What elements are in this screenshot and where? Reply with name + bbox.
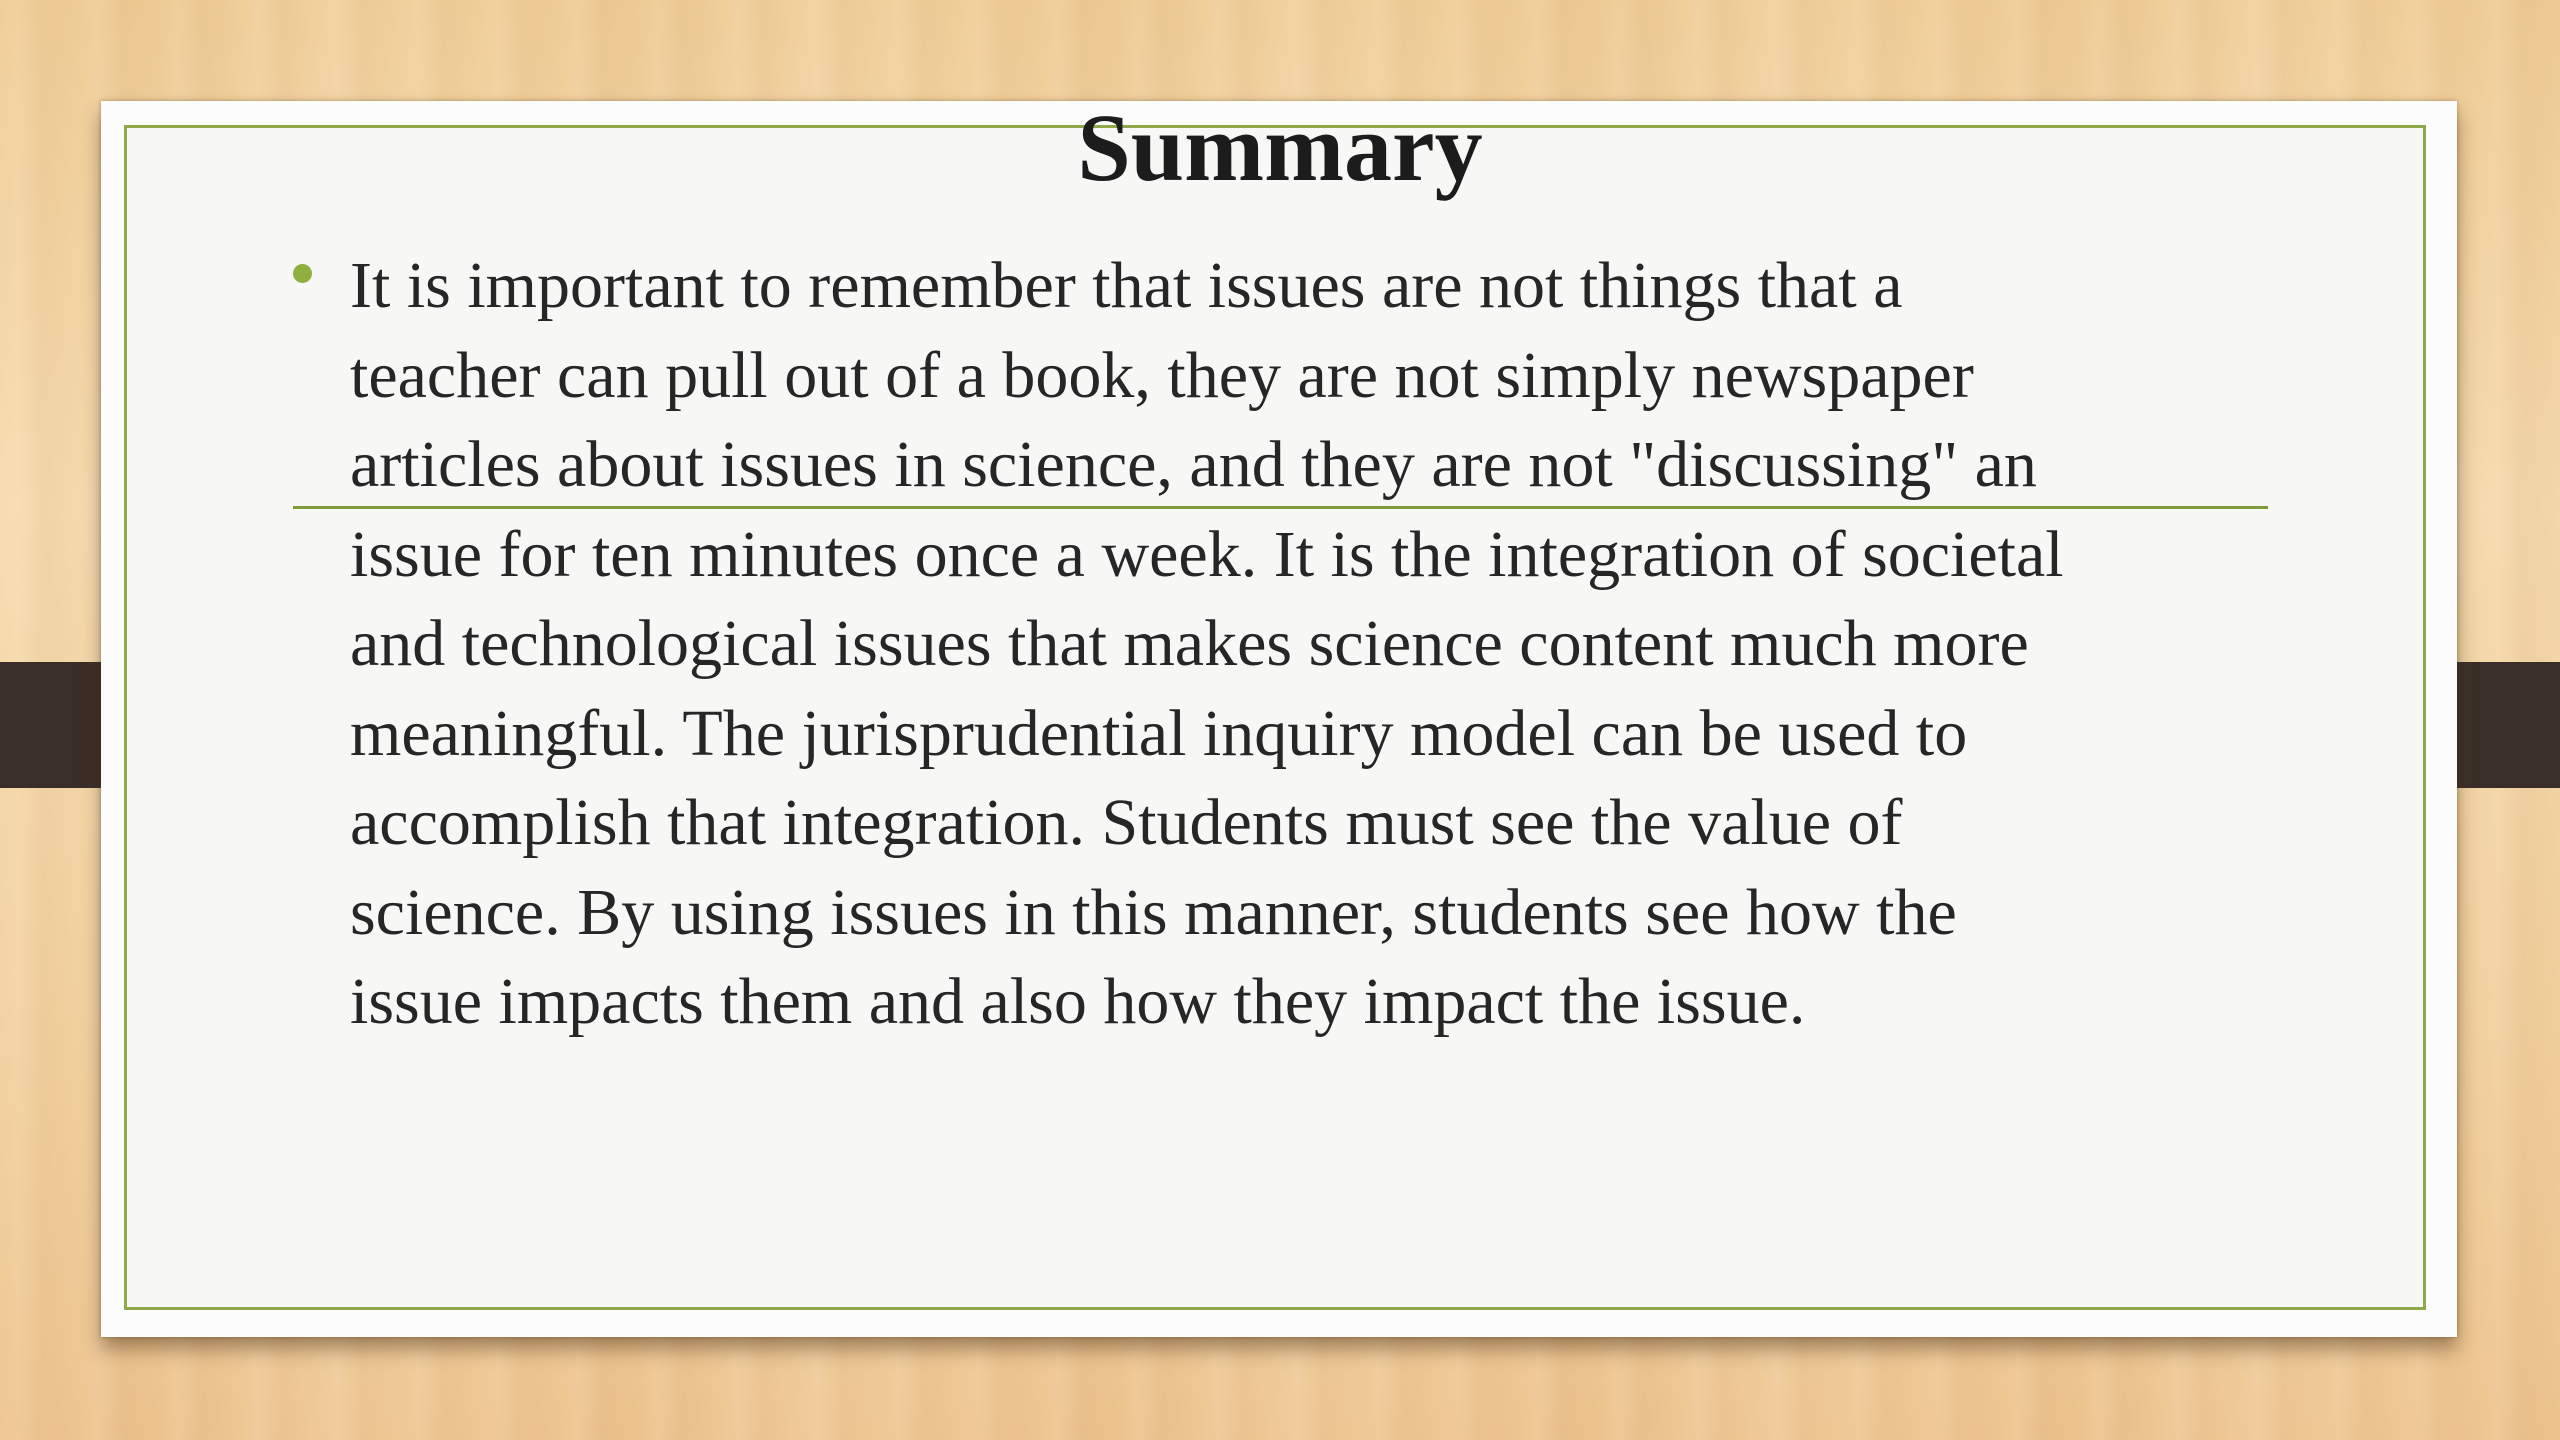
paragraph-line: accomplish that integration. Students must see the value of: [350, 786, 1903, 859]
paragraph-line: issue impacts them and also how they impact the issue.: [350, 965, 1806, 1038]
paragraph-line: meaningful. The jurisprudential inquiry model can be used to: [350, 696, 1968, 770]
slide-title: Summary: [1077, 94, 1483, 201]
paragraph-line: It is important to remember that issues are not things that a: [350, 249, 1903, 322]
paragraph-line: and technological issues that makes science content much more: [350, 607, 2029, 680]
paragraph-line: science. By using issues in this manner, students see how the: [350, 875, 1957, 949]
paragraph-line: articles about issues in science, and they are not "discussing" an: [350, 428, 2037, 501]
bullet-icon: [293, 264, 312, 283]
paragraph-line: issue for ten minutes once a week. It is the integration of societal: [350, 517, 2064, 591]
summary-paragraph: [350, 241, 2270, 1047]
paragraph-line: teacher can pull out of a book, they are not simply newspaper: [350, 338, 1974, 412]
